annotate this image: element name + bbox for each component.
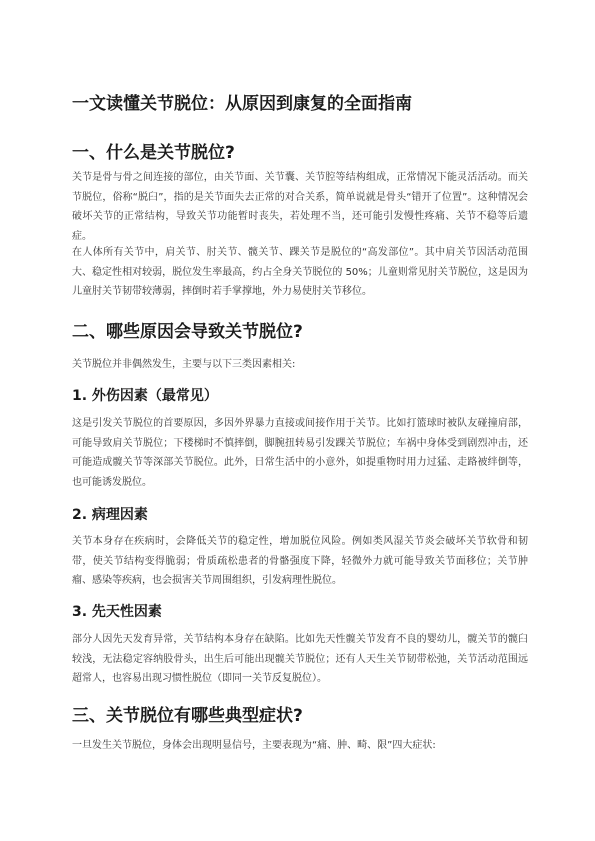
section-heading-causes: 二、哪些原因会导致关节脱位? xyxy=(72,322,303,342)
section2-intro: 关节脱位并非偶然发生，主要与以下三类因素相关: xyxy=(72,359,296,370)
section1-paragraph-1: 关节是骨与骨之间连接的部位，由关节面、关节囊、关节腔等结构组成，正常情况下能灵活活动。而关节脱位，俗称“脱臼”，指的是关节面失去正常的对合关系，简单说就是骨头“错开了位置”。这种情况会破坏关节的正常结构，导致关节功能暂时丧失，若处理不当，还可能引发慢性疼痛、关节不稳等后遗症。 xyxy=(72,172,528,242)
section-heading-what-is-dislocation: 一、什么是关节脱位? xyxy=(72,143,235,163)
document-title: 一文读懂关节脱位：从原因到康复的全面指南 xyxy=(72,94,412,114)
subheading-trauma-factors: 1. 外伤因素（最常见） xyxy=(72,388,218,404)
subheading-pathological-factors: 2. 病理因素 xyxy=(72,507,148,523)
section-heading-symptoms: 三、关节脱位有哪些典型症状? xyxy=(72,706,303,726)
pathological-factors-paragraph: 关节本身存在疾病时，会降低关节的稳定性，增加脱位风险。例如类风湿关节炎会破坏关节软骨和韧带，使关节结构变得脆弱；骨质疏松患者的骨骼强度下降，轻微外力就可能导致关节面移位；关节肿瘤、感染等疾病，也会损害关节周围组织，引发病理性脱位。 xyxy=(72,536,528,586)
trauma-factors-paragraph: 这是引发关节脱位的首要原因，多因外界暴力直接或间接作用于关节。比如打篮球时被队友碰撞肩部，可能导致肩关节脱位；下楼梯时不慎摔倒，脚腕扭转易引发踝关节脱位；车祸中身体受到剧烈冲击，还可能造成髋关节等深部关节脱位。此外，日常生活中的小意外，如提重物时用力过猛、走路被绊倒等，也可能诱发脱位。 xyxy=(72,418,528,488)
congenital-factors-paragraph: 部分人因先天发育异常，关节结构本身存在缺陷。比如先天性髋关节发育不良的婴幼儿，髋关节的髋臼较浅，无法稳定容纳股骨头，出生后可能出现髋关节脱位；还有人天生关节韧带松弛，关节活动范围远超常人，也容易出现习惯性脱位（即同一关节反复脱位）。 xyxy=(72,634,528,684)
section3-intro: 一旦发生关节脱位，身体会出现明显信号，主要表现为“痛、肿、畸、限”四大症状: xyxy=(72,740,436,751)
subheading-congenital-factors: 3. 先天性因素 xyxy=(72,604,162,620)
section1-paragraph-2: 在人体所有关节中，肩关节、肘关节、髋关节、踝关节是脱位的“高发部位”。其中肩关节因活动范围大、稳定性相对较弱，脱位发生率最高，约占全身关节脱位的 50%；儿童则常见肘关节脱位，这是因为儿童肘关节韧带较薄弱，摔倒时若手掌撑地，外力易使肘关节移位。 xyxy=(72,247,528,297)
